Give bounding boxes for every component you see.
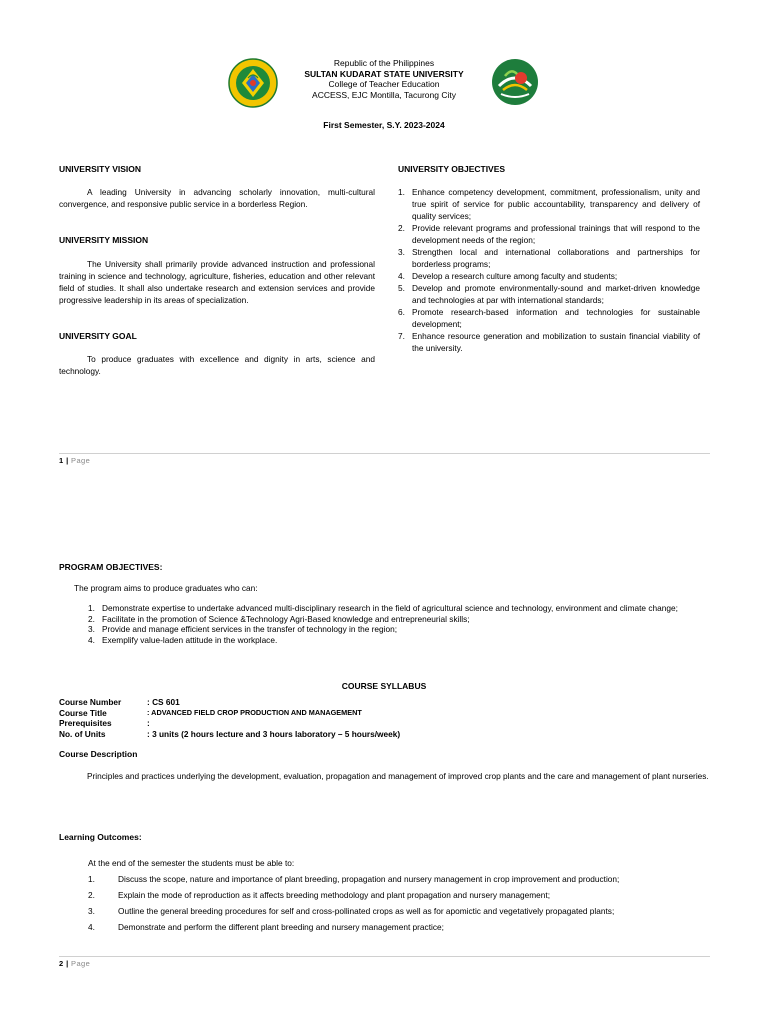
goal-text: To produce graduates with excellence and dignity in arts, science and technology. [59, 354, 375, 376]
list-item: 6. Promote research-based information and technologies for sustainable development; [398, 307, 700, 329]
list-item: 2. Provide relevant programs and professional trainings that will respond to the development needs of the region; [398, 223, 700, 245]
mission-heading: UNIVERSITY MISSION [59, 235, 149, 245]
list-item: 4. Develop a research culture among faculty and students; [398, 271, 618, 281]
list-item: 7. Enhance resource generation and mobilization to sustain financial viability of the university. [398, 331, 700, 353]
outcomes-heading: Learning Outcomes: [59, 832, 142, 842]
page-separator: | [66, 959, 69, 968]
prerequisites-row [59, 718, 659, 729]
semester-line: First Semester, S.Y. 2023-2024 [323, 120, 445, 130]
page-label: Page [71, 959, 91, 968]
campus-address: ACCESS, EJC Montilla, Tacurong City [312, 89, 456, 100]
objectives-list [398, 186, 700, 354]
footer-rule [59, 453, 710, 454]
course-info [59, 697, 659, 739]
program-intro: The program aims to produce graduates who can: [74, 583, 258, 593]
course-title-row [59, 708, 659, 719]
footer-rule [59, 956, 710, 957]
page-number: 2 [59, 959, 64, 968]
program-heading: PROGRAM OBJECTIVES: [59, 562, 163, 572]
letterhead [0, 58, 768, 100]
vision-text: A leading University in advancing scholarly innovation, multi-cultural convergence, and responsive public service in a borderless Region. [59, 187, 375, 209]
mission-text: The University shall primarily provide advanced instruction and professional training in science and technology, agriculture, fisheries, education and other relevant field of studies. It shall also undertake research and extension services and provide progressive leadership in its areas of specialization. [59, 259, 375, 305]
units-row [59, 729, 659, 740]
objectives-heading: UNIVERSITY OBJECTIVES [398, 164, 506, 174]
country-line: Republic of the Philippines [333, 58, 435, 68]
course-title-label: Course Title [59, 707, 107, 718]
syllabus-heading: COURSE SYLLABUS [341, 681, 427, 691]
course-title-value: : ADVANCED FIELD CROP PRODUCTION AND MANAGEMENT [147, 707, 362, 717]
page-footer-2 [59, 959, 90, 968]
list-item: 5. Develop and promote environmentally-sound and market-driven knowledge and technologies at par with international standards; [398, 283, 700, 305]
list-item: 3. Strengthen local and international collaborations and partnerships for borderless programs; [398, 247, 700, 269]
prerequisites-value: : [147, 718, 150, 728]
list-item: 4. Demonstrate and perform the different plant breeding and nursery management practice; [88, 922, 444, 932]
vision-heading: UNIVERSITY VISION [59, 164, 142, 174]
list-item: 3. Outline the general breeding procedures for self and cross-pollinated crops as well as for apomictic and vegetatively propagated plants; [88, 906, 615, 916]
list-item: 1. Discuss the scope, nature and importance of plant breeding, propagation and nursery management in crop improvement and production; [88, 874, 620, 884]
college-name: College of Teacher Education [328, 79, 440, 89]
list-item: 4. Exemplify value-laden attitude in the workplace. [88, 634, 278, 645]
units-label: No. of Units [59, 728, 106, 739]
description-text: Principles and practices underlying the development, evaluation, propagation and management of improved crop plants and the care and management of plant nurseries. [87, 771, 709, 781]
list-item: 3. Provide and manage efficient services in the transfer of technology in the region; [88, 624, 398, 634]
course-number-value: : CS 601 [147, 697, 180, 707]
outcomes-list [88, 871, 710, 935]
course-number-row [59, 697, 659, 708]
page-number: 1 [59, 456, 64, 465]
units-value: : 3 units (2 hours lecture and 3 hours laboratory – 5 hours/week) [147, 728, 401, 739]
list-item: 1. Demonstrate expertise to undertake advanced multi-disciplinary research in the field of agricultural science and technology, environment and climate change; [88, 603, 678, 613]
list-item: 2. Facilitate in the promotion of Science &Technology Agri-Based knowledge and entrepreneurial skills; [88, 613, 470, 624]
program-objectives-list [88, 603, 700, 645]
page-separator: | [66, 456, 69, 465]
course-number-label: Course Number [59, 697, 122, 707]
description-heading: Course Description [59, 749, 138, 759]
page-footer-1 [59, 456, 90, 465]
outcomes-intro: At the end of the semester the students must be able to: [88, 858, 295, 868]
prerequisites-label: Prerequisites [59, 718, 112, 728]
list-item: 1. Enhance competency development, commitment, professionalism, unity and true spirit of service for public accountability, transparency and delivery of quality services; [398, 187, 700, 221]
goal-heading: UNIVERSITY GOAL [59, 331, 137, 341]
list-item: 2. Explain the mode of reproduction as it affects breeding methodology and plant propagation and nursery management; [88, 890, 551, 900]
page-label: Page [71, 456, 91, 465]
university-name: SULTAN KUDARAT STATE UNIVERSITY [304, 68, 464, 79]
